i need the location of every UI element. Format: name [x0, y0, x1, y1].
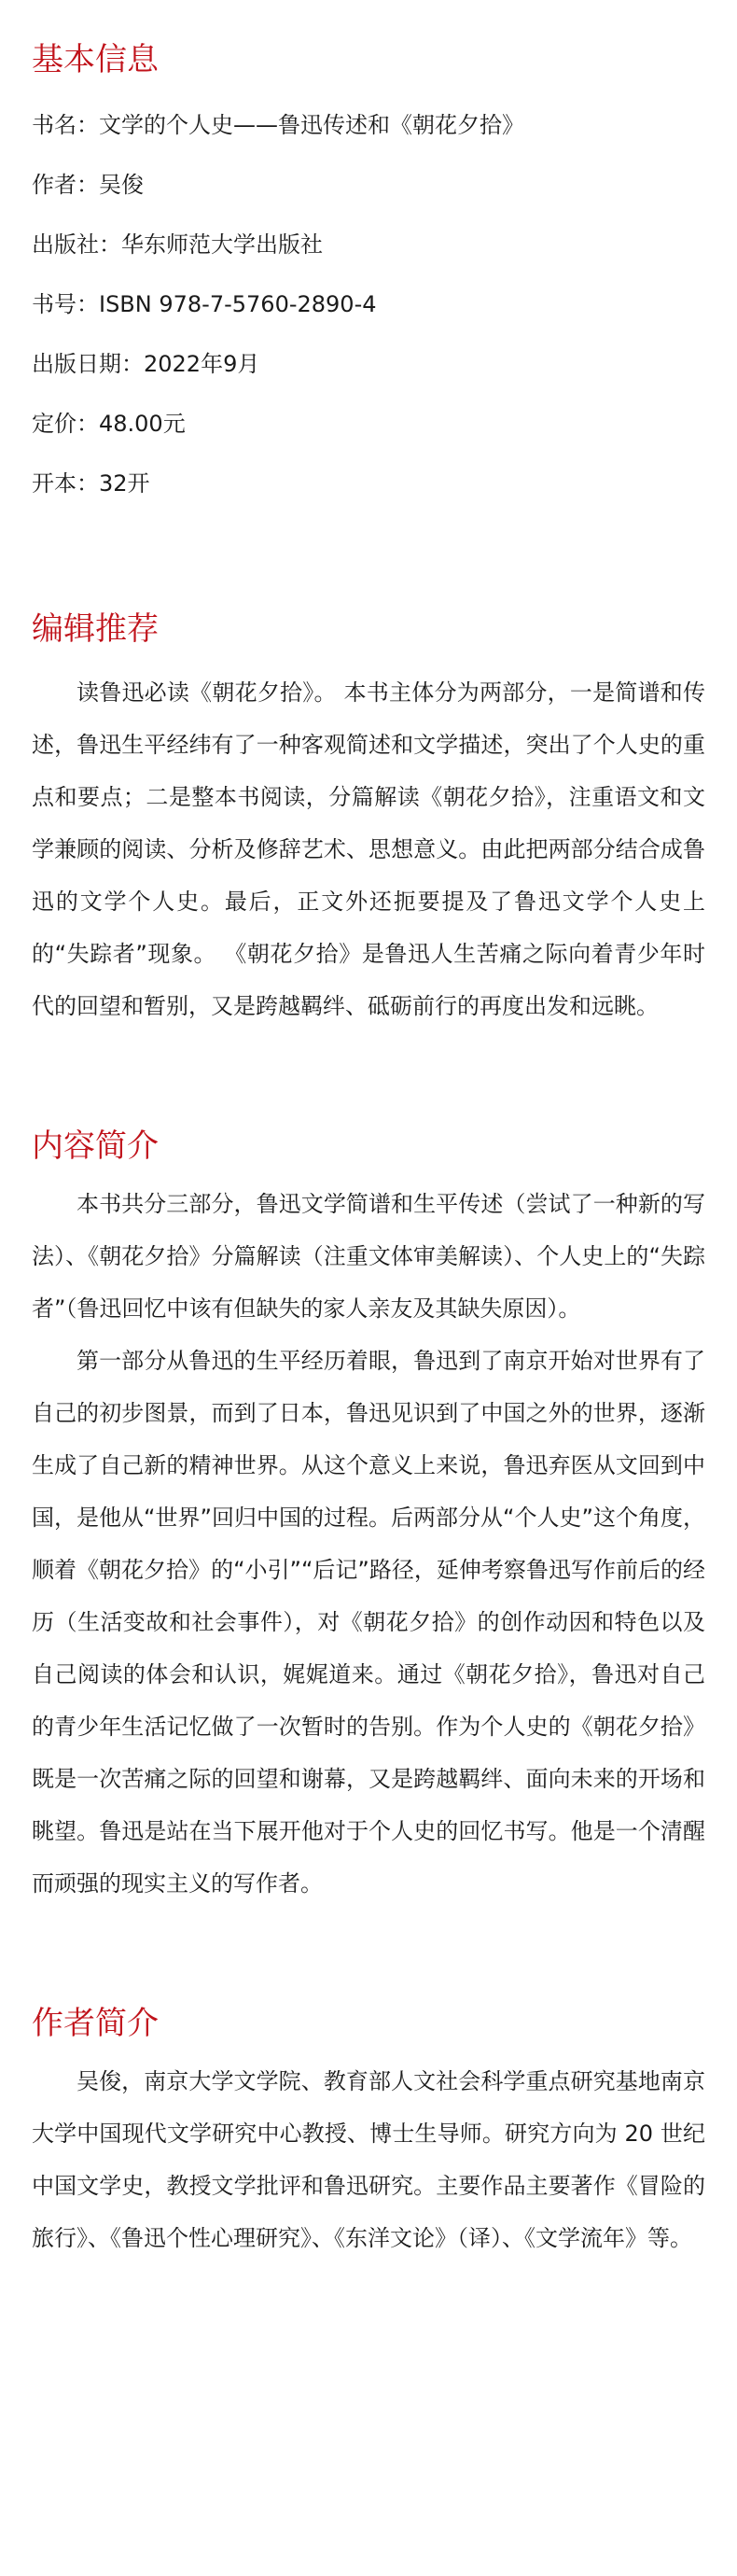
- info-author: 作者：吴俊: [32, 172, 144, 198]
- info-publish-date: 出版日期：2022年9月: [32, 351, 260, 377]
- info-book-title: 书名：文学的个人史——鲁迅传述和《朝花夕拾》: [32, 112, 524, 138]
- author-paragraph: 吴俊，南京大学文学院、教育部人文社会科学重点研究基地南京大学中国现代文学研究中心教授、博士生导师。研究方向为 20 世纪中国文学史，教授文学批评和鲁迅研究。主要作品主要著作《冒险的旅行》、《鲁迅个性心理研究》、《东洋文论》（译）、《文学流年》等。: [32, 2068, 705, 2251]
- info-publisher: 出版社：华东师范大学出版社: [32, 231, 323, 258]
- author-intro-heading: 作者简介: [32, 2005, 159, 2042]
- content-paragraph: 本书共分三部分，鲁迅文学简谱和生平传述（尝试了一种新的写法）、《朝花夕拾》分篇解读（注重文体审美解读）、个人史上的“失踪者”（鲁迅回忆中该有但缺失的家人亲友及其缺失原因）。: [32, 1191, 705, 1322]
- editor-recommendation-heading: 编辑推荐: [32, 610, 159, 648]
- basic-info-list: [32, 110, 705, 498]
- editor-paragraph: 读鲁迅必读《朝花夕拾》。 本书主体分为两部分，一是简谱和传述，鲁迅生平经纬有了一种客观简述和文学描述，突出了个人史的重点和要点；二是整本书阅读，分篇解读《朝花夕拾》，注重语文和文学兼顾的阅读、分析及修辞艺术、思想意义。由此把两部分结合成鲁迅的文学个人史。最后，正文外还扼要提及了鲁迅文学个人史上的“失踪者”现象。 《朝花夕拾》是鲁迅人生苦痛之际向着青少年时代的回望和暂别，又是跨越羁绊、砥砺前行的再度出发和远眺。: [32, 679, 705, 1019]
- editor-recommendation-body: [32, 666, 705, 1032]
- content-summary-heading: 内容简介: [32, 1127, 159, 1165]
- author-intro-body: [32, 2055, 705, 2264]
- info-price: 定价：48.00元: [32, 411, 186, 437]
- info-format: 开本：32开: [32, 470, 150, 497]
- content-paragraph: 第一部分从鲁迅的生平经历着眼，鲁迅到了南京开始对世界有了自己的初步图景，而到了日本，鲁迅见识到了中国之外的世界，逐渐生成了自己新的精神世界。从这个意义上来说，鲁迅弃医从文回到中国，是他从“世界”回归中国的过程。后两部分从“个人史”这个角度，顺着《朝花夕拾》的“小引”“后记”路径，延伸考察鲁迅写作前后的经历（生活变故和社会事件），对《朝花夕拾》的创作动因和特色以及自己阅读的体会和认识，娓娓道来。通过《朝花夕拾》，鲁迅对自己的青少年生活记忆做了一次暂时的告别。作为个人史的《朝花夕拾》既是一次苦痛之际的回望和谢幕，又是跨越羁绊、面向未来的开场和眺望。鲁迅是站在当下展开他对于个人史的回忆书写。他是一个清醒而顽强的现实主义的写作者。: [32, 1348, 705, 1897]
- info-isbn: 书号：ISBN 978-7-5760-2890-4: [32, 291, 377, 317]
- content-summary-body: [32, 1178, 705, 1910]
- basic-info-heading: 基本信息: [32, 41, 159, 78]
